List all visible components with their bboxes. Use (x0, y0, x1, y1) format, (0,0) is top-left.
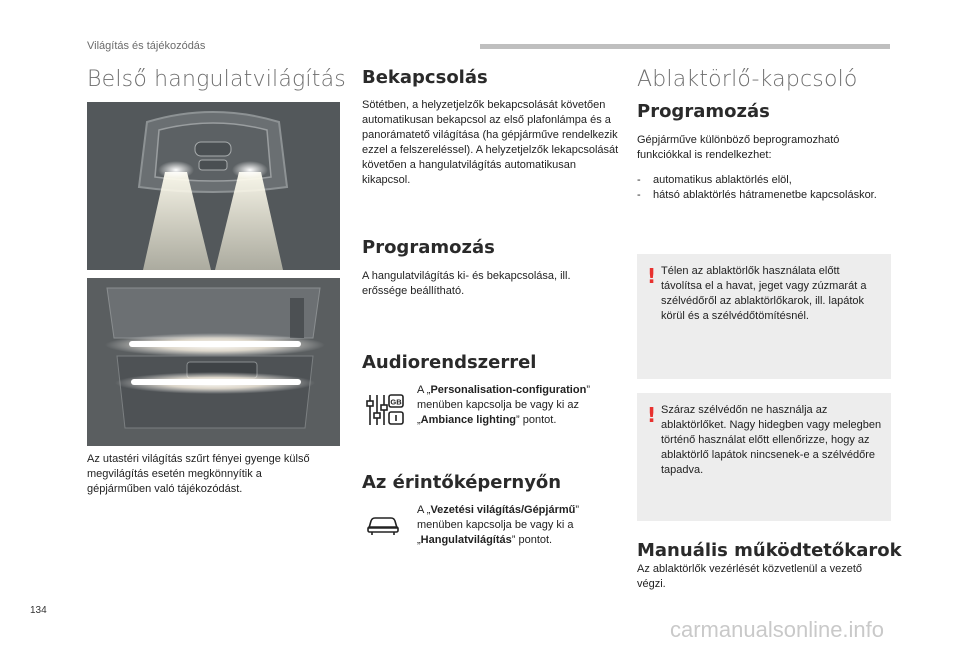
audio-settings-icon (365, 393, 405, 427)
dry-windscreen-warning-note (637, 393, 891, 521)
wiper-switch-title: Ablaktörlő-kapcsoló (637, 67, 858, 92)
switch-on-text: Sötétben, a helyzetjelzők bekapcsolását követően automatikusan bekapcsol az első plafonlámpa és a panorámatető világítása (ha gépjárműve rendelkezik ezzel a felszereléssel). A helyzetjelzők lekapcsolását követően a hangulatvilágítás automatikusan kikapcsol. (362, 99, 619, 186)
switch-on-heading: Bekapcsolás (362, 67, 488, 88)
dry-windscreen-warning-text: Száraz szélvédőn ne használja az ablaktörlőket. Nagy hidegben vagy melegben történő használat előtt ellenőrizze, hogy az ablaktörlő lapátok nincsenek-e a szélvédőre tapadva. (661, 404, 882, 476)
header-bar (480, 44, 890, 49)
car-icon (366, 514, 400, 536)
panoramic-roof-illustration (87, 278, 340, 446)
list-item: - automatikus ablaktörlés elöl, (637, 173, 887, 188)
list-item: - hátsó ablaktörlés hátramenetbe kapcsoláskor. (637, 188, 887, 203)
touch-menu-name: Vezetési világítás/Gépjármű (430, 504, 576, 516)
warning-icon: ! (647, 264, 657, 288)
ceiling-lamp-photo (87, 102, 340, 270)
audio-system-text: A „Personalisation-configuration” menüben kapcsolja be vagy ki az „Ambiance lighting” pontot. (417, 384, 590, 426)
watermark: carmanualsonline.info (670, 617, 885, 642)
programming-heading-wiper: Programozás (637, 101, 770, 122)
page-title: Belső hangulatvilágítás (87, 67, 346, 92)
interior-lighting-caption: Az utastéri világítás szűrt fényei gyenge külső megvilágítás esetén megkönnyítik a gépjárműben való tájékozódást. (87, 453, 310, 495)
manual-controls-heading: Manuális működtetőkarok (637, 540, 902, 561)
manual-controls-text: Az ablaktörlők vezérlését közvetlenül a vezető végzi. (637, 563, 863, 590)
programming-text-ambiance: A hangulatvilágítás ki- és bekapcsolása, ill. erőssége beállítható. (362, 270, 571, 297)
panoramic-roof-photo (87, 278, 340, 446)
audio-icon-label: GB (390, 397, 402, 407)
ceiling-lamp-illustration (87, 102, 340, 270)
section-header: Világítás és tájékozódás (87, 40, 206, 52)
touchscreen-text: A „Vezetési világítás/Gépjármű” menüben kapcsolja be vagy ki a „Hangulatvilágítás” pontot. (417, 504, 580, 546)
touchscreen-heading: Az érintőképernyőn (362, 472, 562, 493)
wiper-function-list (637, 173, 887, 203)
audio-system-heading: Audiorendszerrel (362, 352, 537, 373)
winter-warning-text: Télen az ablaktörlők használata előtt távolítsa el a havat, jeget vagy zúzmarát a szélvédőről az ablaktörlőkarok, ill. lapátok körül és a szélvédőtömítésnél. (661, 265, 867, 322)
warning-icon: ! (647, 403, 657, 427)
audio-menu-name: Personalisation-configuration (430, 384, 587, 396)
wiper-programming-text: Gépjárműve különböző beprogramozható funkciókkal is rendelkezhet: (637, 134, 840, 161)
winter-warning-note (637, 254, 891, 379)
programming-heading-ambiance: Programozás (362, 237, 495, 258)
audio-menu-item: Ambiance lighting (420, 414, 517, 426)
page-number: 134 (30, 605, 47, 616)
touch-menu-item: Hangulatvilágítás (420, 534, 512, 546)
